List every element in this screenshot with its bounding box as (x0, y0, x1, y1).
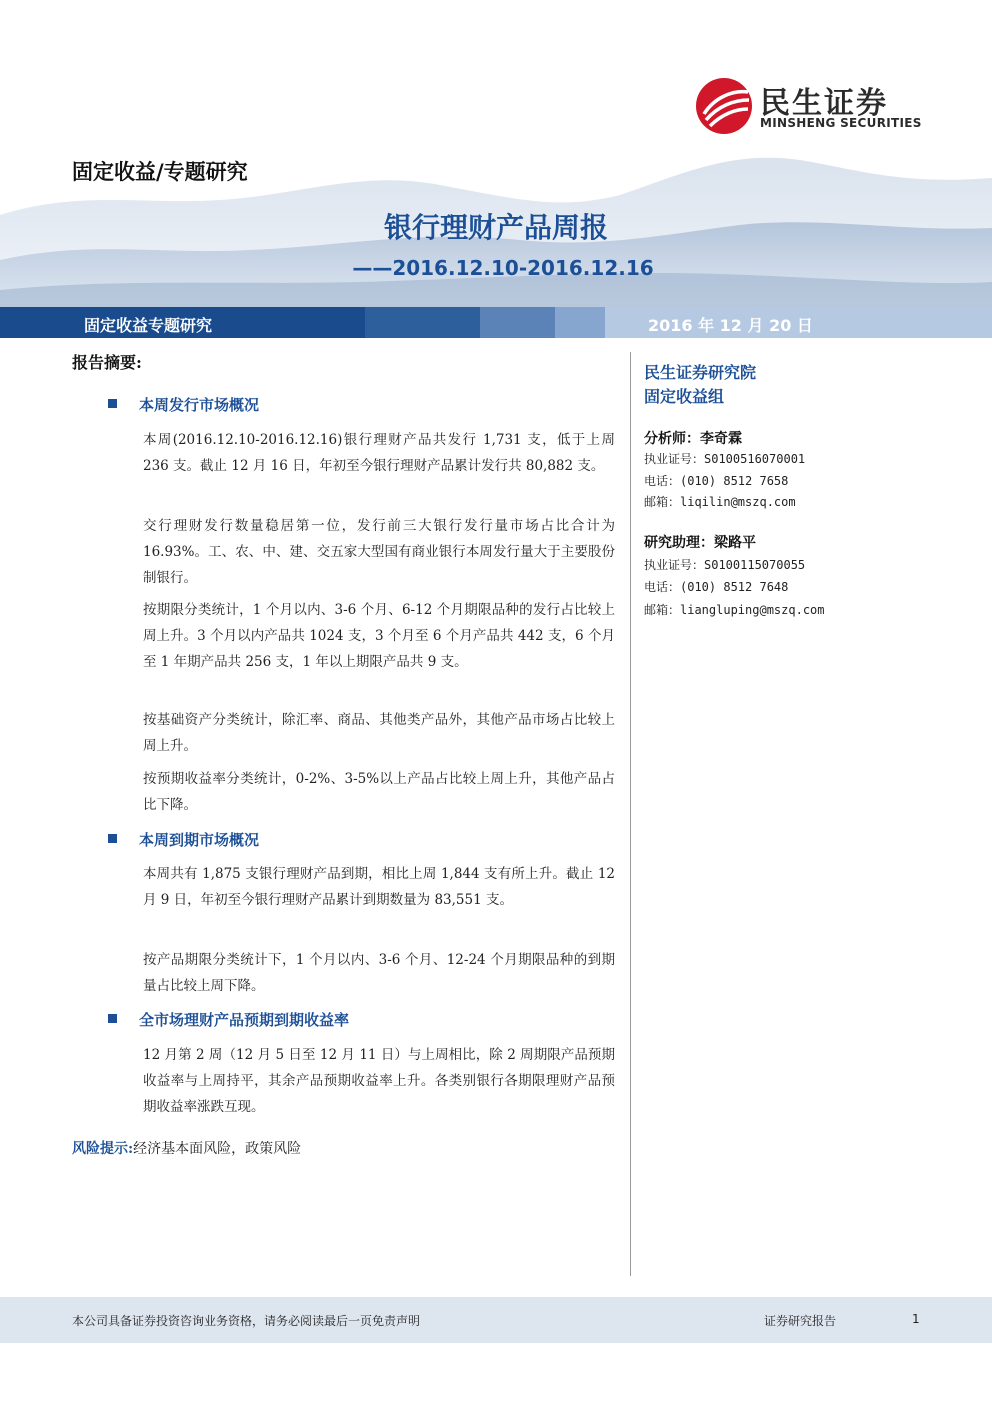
analyst-phone: 电话：(010) 8512 7658 (644, 474, 789, 488)
paragraph: 本周(2016.12.10-2016.12.16)银行理财产品共发行 1,731 支，低于上周 236 支。截止 12 月 16 日，年初至今银行理财产品累计发行共 80,882 支。 (143, 432, 615, 474)
logo-text-en: MINSHENG SECURITIES (760, 116, 922, 130)
paragraph: 按产品期限分类统计下，1 个月以内、3-6 个月、12-24 个月期限品种的到期量占比较上周下降。 (143, 952, 615, 994)
column-divider (630, 352, 631, 1276)
square-bullet-icon (108, 399, 117, 408)
abstract-label: 报告摘要: (72, 353, 142, 372)
paragraph: 交行理财发行数量稳居第一位，发行前三大银行发行量市场占比合计为 16.93%。工、农、中、建、交五家大型国有商业银行本周发行量大于主要股份制银行。 (143, 518, 615, 586)
assistant-email[interactable]: 邮箱：liangluping@mszq.com (644, 603, 825, 617)
assistant-phone: 电话：(010) 8512 7648 (644, 580, 789, 594)
assistant-name: 研究助理：梁路平 (644, 535, 756, 551)
analyst-email[interactable]: 邮箱：liqilin@mszq.com (644, 495, 796, 509)
bar-label: 固定收益专题研究 (84, 316, 213, 335)
research-group: 固定收益组 (644, 387, 725, 406)
report-date: 2016 年 12 月 20 日 (648, 316, 813, 335)
risk-text: 经济基本面风险，政策风险 (133, 1141, 302, 1157)
assistant-license: 执业证号：S0100115070055 (644, 558, 806, 572)
disclaimer-text: 本公司具备证券投资咨询业务资格，请务必阅读最后一页免责声明 (72, 1314, 421, 1328)
paragraph: 按期限分类统计，1 个月以内、3-6 个月、6-12 个月期限品种的发行占比较上周上升。3 个月以内产品共 1024 支，3 个月至 6 个月产品共 442 支，6 个月至 1 年期产品共 256 支，1 年以上期限产品共 9 支。 (143, 602, 615, 670)
report-title: 银行理财产品周报 (383, 211, 608, 244)
logo-text-cn: 民生证券 (760, 86, 888, 121)
paragraph: 按基础资产分类统计，除汇率、商品、其他类产品外，其他产品市场占比较上周上升。 (143, 712, 615, 754)
page-footer (0, 1297, 992, 1343)
square-bullet-icon (108, 1014, 117, 1023)
section-heading-yield: 全市场理财产品预期到期收益率 (108, 1009, 349, 1030)
square-bullet-icon (108, 834, 117, 843)
report-date-range: ——2016.12.10-2016.12.16 (352, 256, 654, 280)
section-heading-maturity: 本周到期市场概况 (108, 829, 259, 850)
report-category: 固定收益/专题研究 (72, 159, 248, 184)
section-heading-issuance: 本周发行市场概况 (108, 394, 259, 415)
logo-emblem-icon (694, 76, 754, 136)
report-type: 证券研究报告 (764, 1314, 837, 1328)
paragraph: 按预期收益率分类统计，0-2%、3-5%以上产品占比较上周上升，其他产品占比下降。 (143, 771, 615, 813)
research-institute: 民生证券研究院 (644, 363, 757, 382)
analyst-name: 分析师：李奇霖 (644, 431, 742, 447)
company-logo (694, 76, 924, 136)
risk-warning (72, 1138, 301, 1158)
paragraph: 12 月第 2 周（12 月 5 日至 12 月 11 日）与上周相比，除 2 周期限产品预期收益率与上周持平，其余产品预期收益率上升。各类别银行各期限理财产品预期收益率涨跌互现。 (143, 1047, 615, 1115)
page-number: 1 (912, 1312, 920, 1326)
paragraph: 本周共有 1,875 支银行理财产品到期，相比上周 1,844 支有所上升。截止 12 月 9 日，年初至今银行理财产品累计到期数量为 83,551 支。 (143, 866, 615, 908)
analyst-license: 执业证号：S0100516070001 (644, 452, 806, 466)
risk-label: 风险提示: (72, 1141, 134, 1157)
